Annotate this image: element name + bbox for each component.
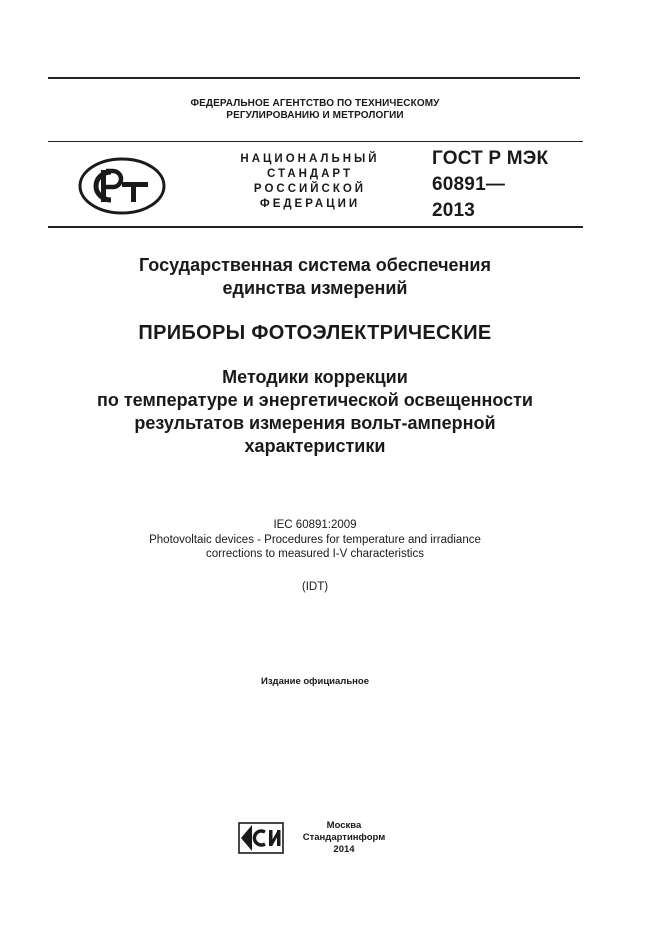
subtitle-line-4: характеристики	[244, 436, 386, 456]
national-standard-line-2: СТАНДАРТ	[267, 168, 353, 180]
degree-of-correspondence: (IDT)	[301, 581, 329, 593]
subtitle-line-3: результатов измерения вольт-амперной	[134, 413, 496, 433]
designation-line-2: 60891—	[432, 174, 506, 195]
iec-number: IEC 60891:2009	[273, 519, 357, 531]
agency-name	[0, 98, 630, 122]
designation-line-3: 2013	[432, 200, 476, 221]
publication-year: 2014	[333, 844, 355, 855]
header-bottom-rule	[48, 226, 583, 228]
standartinform-logo-icon	[238, 822, 284, 854]
header-top-rule	[48, 141, 583, 142]
series-line-1: Государственная система обеспечения	[139, 255, 491, 275]
iec-reference	[0, 518, 630, 562]
standard-series	[0, 254, 630, 300]
publisher-name: Стандартинформ	[302, 832, 386, 843]
iec-title-line-2: corrections to measured I-V characteristics	[206, 548, 424, 560]
publisher-info	[294, 820, 394, 856]
publisher-city: Москва	[326, 820, 362, 831]
edition-label: Издание официальное	[261, 676, 369, 687]
agency-line-2: РЕГУЛИРОВАНИЮ И МЕТРОЛОГИИ	[226, 110, 404, 121]
subtitle-line-2: по температуре и энергетической освещенности	[96, 390, 533, 410]
designation-line-1: ГОСТ Р МЭК	[432, 148, 549, 169]
national-standard-line-4: ФЕДЕРАЦИИ	[259, 198, 361, 210]
agency-line-1: ФЕДЕРАЛЬНОЕ АГЕНТСТВО ПО ТЕХНИЧЕСКОМУ	[190, 98, 440, 109]
subtitle-line-1: Методики коррекции	[222, 367, 408, 387]
rst-certification-mark-icon	[78, 157, 166, 215]
standard-designation	[432, 146, 548, 224]
series-line-2: единства измерений	[222, 278, 408, 298]
national-standard-label	[205, 152, 415, 212]
national-standard-line-3: РОССИЙСКОЙ	[253, 183, 367, 195]
document-subtitle	[0, 366, 630, 458]
document-title: ПРИБОРЫ ФОТОЭЛЕКТРИЧЕСКИЕ	[138, 322, 492, 344]
iec-title-line-1: Photovoltaic devices - Procedures for temperature and irradiance	[149, 533, 481, 546]
top-rule	[48, 77, 580, 79]
national-standard-line-1: НАЦИОНАЛЬНЫЙ	[240, 153, 380, 165]
